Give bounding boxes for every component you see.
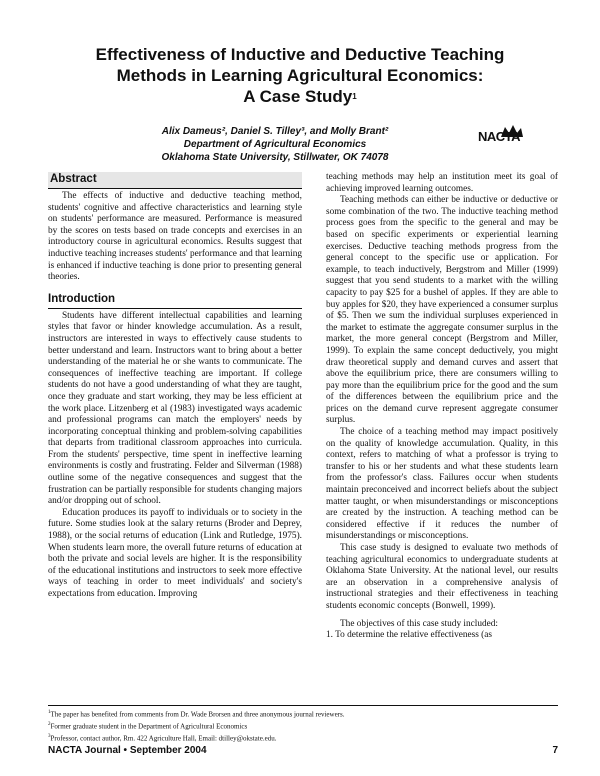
- objective-1: 1. To determine the relative effectiveness (as: [326, 630, 493, 641]
- footnote-2: $^2$Former graduate student in the Department of Agricultural Economics: [48, 721, 248, 731]
- author-names: Alix Dameus², Daniel S. Tilley³, and Molly Brant²: [161, 126, 389, 137]
- page-number: 7: [552, 745, 558, 756]
- introduction-paragraph-2: Education produces its payoff to individuals or to society in the future. Some studies look at the salary returns (Broder and Deprey, 1988), or the social returns of education (Link and Rutledge, 1975). When students learn more, the overall future returns of education at both the private and social levels are higher. It is the responsibility of the educational institutions and instructors to seek more effective ways of teaching in order to meet individuals' and society's expectations from education. Improving: [48, 507, 302, 599]
- abstract-text: The effects of inductive and deductive teaching method, students' cognitive and affective characteristics and learning style on students' performance are measured. Performance is measured by the scores on tests based on trade concepts and exercises in an introductory course in agricultural economics. Results suggest that inductive teaching increases students' performance and that learning is enhanced if inductive teaching is done prior to presenting general theories.: [48, 191, 302, 283]
- nacta-logo-text: NACTA: [478, 129, 521, 144]
- footnote-divider: [48, 705, 558, 706]
- page-footer: [48, 745, 558, 756]
- journal-citation: NACTA Journal • September 2004: [48, 745, 207, 756]
- body-paragraph-teaching-methods: Teaching methods can either be inductive or deductive or some combination of the two. The inductive teaching method process goes from the specific to the general and may be based on specific experiments or experiential learning exercises. Deductive teaching methods progress from the general concept to the specific use or application. For example, to teach inductively, Bergstrom and Miller (1999) suggest that you send students to a market with the willing capacity to pay $25 for a bushel of apples. If they are able to buy apples for $20, they have experienced a consumer surplus of $5. Then we sum the individual surpluses experienced in the market to estimate the aggregate consumer surplus in the market, the more general concept (Bergstrom and Miller, 1999). To explain the same concept deductively, you might draw theoretical supply and demand curves and assert that above the equilibrium price, there are consumers willing to pay more than the equilibrium price for the good and the sum of the differences between the equilibrium price and the prices on the demand curve represent aggregate consumer surplus.: [326, 195, 558, 426]
- footnote-1: $^1$The paper has benefited from comments from Dr. Wade Brorsen and three anonymous journal reviewers.: [48, 710, 345, 719]
- introduction-heading: Introduction: [48, 292, 302, 309]
- left-column: [48, 172, 302, 601]
- title-line-1: Effectiveness of Inductive and Deductive Teaching: [95, 45, 505, 64]
- author-department: Department of Agricultural Economics: [183, 139, 367, 150]
- objectives-intro: The objectives of this case study included:: [340, 618, 499, 629]
- introduction-paragraph-1: Students have different intellectual capabilities and learning styles that favor or hinder knowledge accumulation. As a result, instructors are interested in ways to effectively cause students to better understand and learn. Instructors want to bring about a better understanding of the material he or she wants to communicate. The consequences of ineffective teaching are important. If college students do not have a good understanding of what they are taught, once they graduate and start working, they may be less efficient at the work place. Litzenberg et al (1983) investigated ways academic and professional programs can match the employers' needs by incorporating conceptual thinking and problem-solving capabilities that departs from traditional classroom approaches into curricula. From the students' perspective, time spent in ineffective learning environments is costly and frustrating. Felder and Silverman (1988) outline some of the negative consequences and suggest that the frustration can be partially responsible for students changing majors and/or dropping out of school.: [48, 310, 302, 507]
- title-line-2: Methods in Learning Agricultural Economics:: [116, 66, 484, 85]
- footnote-3: $^3$Professor, contact author, Rm. 422 Agriculture Hall, Email: dtilley@okstate.edu.: [48, 733, 277, 742]
- abstract-heading: Abstract: [48, 172, 302, 189]
- continued-paragraph: teaching methods may help an institution meet its goal of achieving improved learning outcomes.: [326, 172, 558, 194]
- footnotes: [48, 708, 568, 743]
- author-block: [120, 125, 430, 164]
- right-column: [326, 172, 558, 642]
- body-paragraph-case-study: This case study is designed to evaluate two methods of teaching agricultural economics to undergraduate students at Oklahoma State University. At the national level, our results are an observation in a comprehensive analysis of instructional strategies and their effectiveness in teaching students economic concepts (Bonwell, 1999).: [326, 543, 558, 611]
- body-paragraph-choice: The choice of a teaching method may impact positively on the quality of knowledge accumulation. Quality, in this context, refers to matching of what a professor is trying to transfer to his or her students and what these students learn from the professor's class. Failures occur when students maintain preconceived and incorrect beliefs about the subject matter taught, or when misunderstandings or misconceptions are created by the instruction. A teaching method can be considered effective if it reduces the number of misunderstandings or misconceptions.: [326, 427, 558, 542]
- title-footnote-marker: 1: [352, 92, 357, 101]
- title-line-3: A Case Study: [243, 87, 353, 106]
- author-university: Oklahoma State University, Stillwater, OK 74078: [161, 152, 389, 163]
- paper-title: [20, 44, 580, 107]
